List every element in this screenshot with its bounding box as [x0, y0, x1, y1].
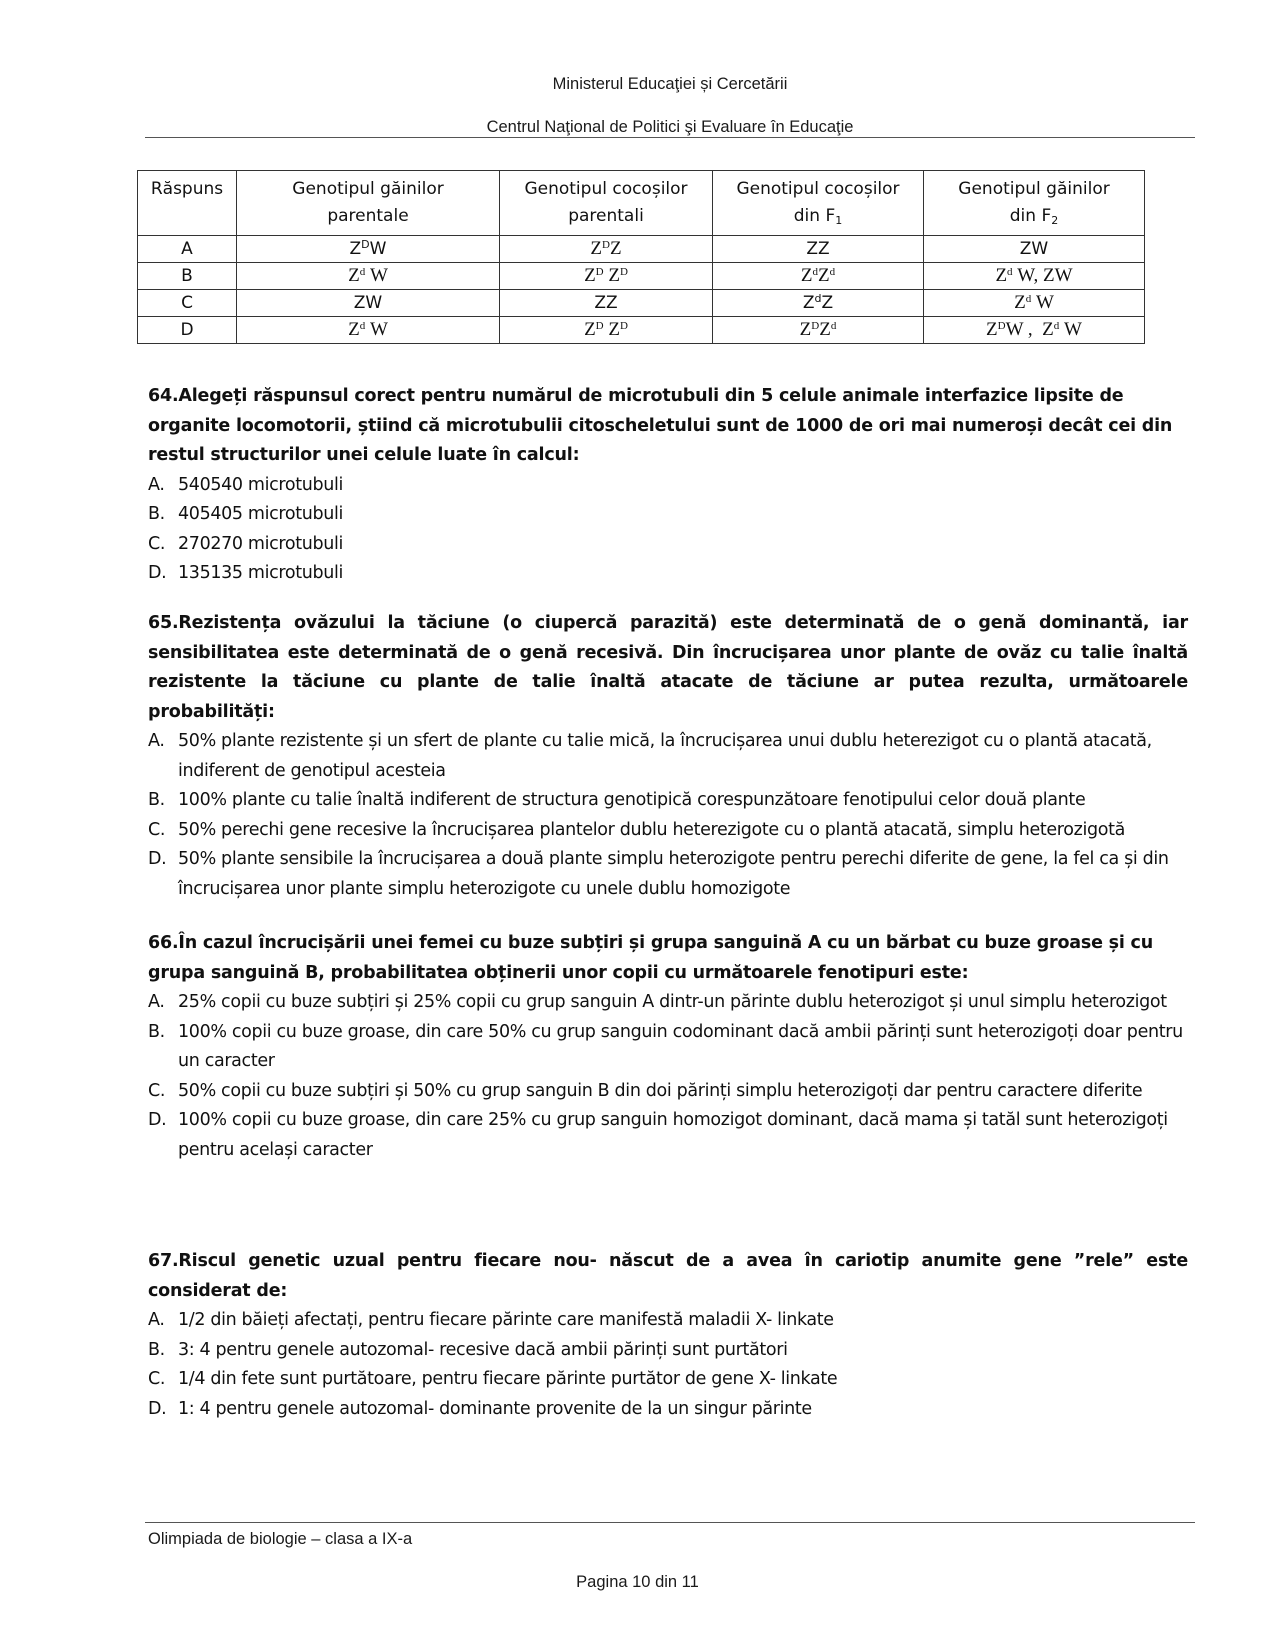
genotype-cell: $Z^d$ W [924, 290, 1145, 317]
answer-option: C. 1/4 din fete sunt purtătoare, pentru fiecare părinte purtător de gene X- linkate [148, 1369, 838, 1389]
genotype-cell: $Z^D$ $Z^D$ [500, 263, 713, 290]
answer-option: C. 50% copii cu buze subțiri și 50% cu grup sanguin B din doi părinți simplu heterozigoți dar pentru caractere diferite [148, 1080, 1143, 1101]
answer-option: C. 270270 microtubuli [148, 533, 343, 554]
genotype-cell: $Z^D$ $Z^D$ [500, 317, 713, 344]
question-66 [148, 929, 1188, 1165]
answer-option: D. 100% copii cu buze groase, din care 25% cu grup sanguin homozigot dominant, dacă mama și tatăl sunt heterozigoți pentru același caracter [148, 1110, 1168, 1160]
answer-cell: D [138, 317, 237, 344]
genotype-cell: ZZ [500, 290, 713, 317]
table-row [138, 263, 1145, 290]
genotype-cell: $Z^d$ W [237, 317, 500, 344]
answer-option: B. 100% plante cu talie înaltă indiferent de structura genotipică corespunzătoare fenotipului celor două plante [148, 790, 1086, 810]
genotype-cell: ZW [237, 290, 500, 317]
genotype-cell: $Z^DZ^d$ [713, 317, 924, 344]
question-stem: 65.Rezistența ovăzului la tăciune (o ciupercă parazită) este determinată de o genă dominantă, iar sensibilitatea este determinată de o genă recesivă. Din încrucișarea unor plante de ovăz cu talie înaltă rezistente la tăciune cu plante de talie înaltă atacate de tăciune ar putea rezulta, următoarele probabilități: [148, 613, 1188, 722]
header-ministry: Ministerul Educaţiei și Cercetării [552, 75, 788, 93]
col-header-roosters-f1: Genotipul cocoșilor din $F_1$ [713, 171, 924, 236]
genotype-cell: ZW [924, 236, 1145, 263]
genotype-cell: $Z^dZ^d$ [713, 263, 924, 290]
col-header-hens-parental: Genotipul găinilor parentale [237, 171, 500, 236]
answer-option: B. 100% copii cu buze groase, din care 50% cu grup sanguin codominant dacă ambii părinți sunt heterozigoți doar pentru un caracter [148, 1021, 1183, 1071]
answer-cell: C [138, 290, 237, 317]
answer-option: A. 25% copii cu buze subțiri și 25% copii cu grup sanguin A dintr-un părinte dublu heterozigot și unul simplu heterozigot [148, 992, 1167, 1012]
genotype-table [137, 170, 1145, 344]
genotype-cell: $Z^DW$ [237, 236, 500, 263]
genotype-cell: $Z^d$ W [237, 263, 500, 290]
answer-option: C. 50% perechi gene recesive la încrucișarea plantelor dublu heterezigote cu o plantă atacată, simplu heterozigotă [148, 819, 1125, 840]
question-stem: 64.Alegeți răspunsul corect pentru numărul de microtubuli din 5 celule animale interfazice lipsite de organite locomotorii, știind că microtubulii citoscheletului sunt de 1000 de ori mai numeroși decât cei din restul structurilor unei celule luate în calcul: [148, 386, 1173, 465]
table-header-row [138, 171, 1145, 236]
table-row [138, 236, 1145, 263]
header-divider [145, 137, 1195, 138]
answer-option: A. 1/2 din băieți afectați, pentru fiecare părinte care manifestă maladii X- linkate [148, 1310, 834, 1330]
genotype-cell: ZZ [713, 236, 924, 263]
question-65 [148, 609, 1188, 904]
answer-option: A. 540540 microtubuli [148, 474, 343, 495]
table-row [138, 290, 1145, 317]
answer-cell: B [138, 263, 237, 290]
page-number: Pagina 10 din 11 [576, 1573, 699, 1591]
footer-divider [145, 1522, 1195, 1523]
col-header-roosters-parental: Genotipul cocoșilor parentali [500, 171, 713, 236]
answer-option: B. 405405 microtubuli [148, 504, 343, 524]
answer-option: D. 50% plante sensibile la încrucișarea a două plante simplu heterozigote pentru perechi diferite de gene, la fel ca și din încrucișarea unor plante simplu heterozigote cu unele dublu homozigote [148, 849, 1169, 899]
question-stem: 66.În cazul încrucișării unei femei cu buze subțiri și grupa sanguină A cu un bărbat cu buze groase și cu grupa sanguină B, probabilitatea obținerii unor copii cu următoarele fenotipuri este: [148, 933, 1153, 983]
genotype-cell: $Z^d$ W, ZW [924, 263, 1145, 290]
question-stem: 67.Riscul genetic uzual pentru fiecare nou- născut de a avea în cariotip anumite gene ”rele” este considerat de: [148, 1251, 1188, 1301]
genotype-cell: $Z^DW$ , $Z^d$ W [924, 317, 1145, 344]
question-64 [148, 382, 1188, 589]
answer-option: B. 3: 4 pentru genele autozomal- recesive dacă ambii părinți sunt purtători [148, 1339, 788, 1360]
answer-option: A. 50% plante rezistente și un sfert de plante cu talie mică, la încrucișarea unui dublu heterezigot cu o plantă atacată, indiferent de genotipul acesteia [148, 731, 1152, 781]
question-67 [148, 1247, 1188, 1424]
genotype-cell: $Z^dZ$ [713, 290, 924, 317]
col-header-answer: Răspuns [138, 171, 237, 236]
footer-title: Olimpiada de biologie – clasa a IX-a [148, 1530, 413, 1548]
answer-cell: A [138, 236, 237, 263]
answer-option: D. 1: 4 pentru genele autozomal- dominante provenite de la un singur părinte [148, 1398, 812, 1419]
genotype-cell: $Z^DZ$ [500, 236, 713, 263]
col-header-hens-f2: Genotipul găinilor din $F_2$ [924, 171, 1145, 236]
header-center: Centrul Naţional de Politici şi Evaluare în Educaţie [486, 118, 854, 136]
table-row [138, 317, 1145, 344]
answer-option: D. 135135 microtubuli [148, 563, 343, 583]
